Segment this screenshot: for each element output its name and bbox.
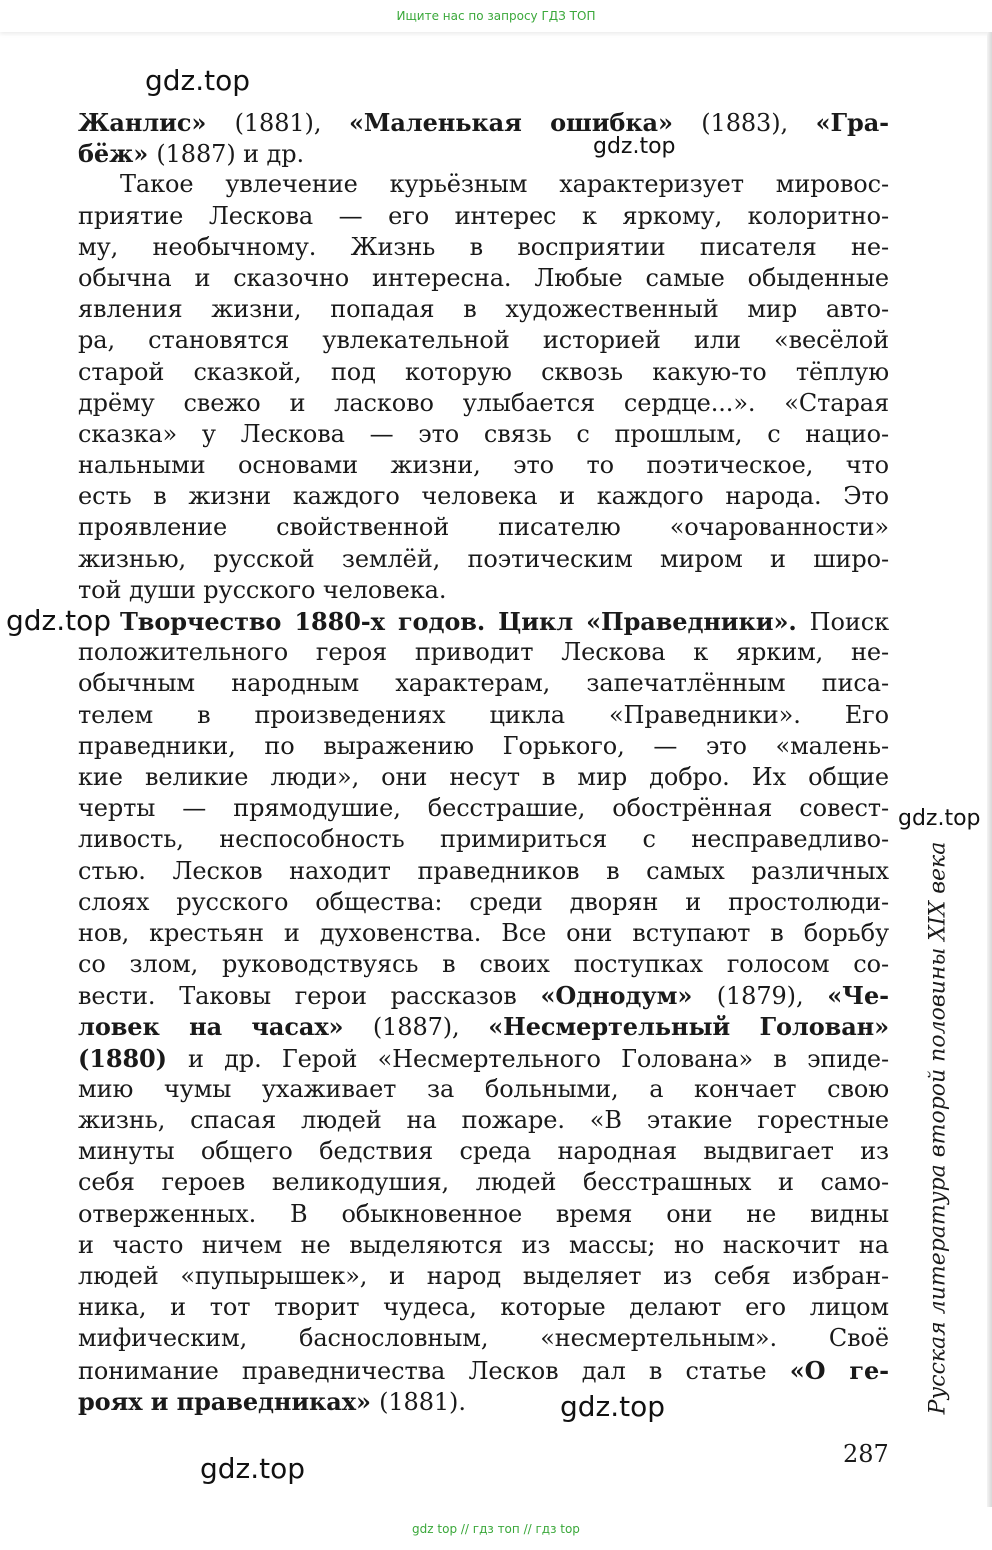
text-line xyxy=(78,512,889,543)
text-run: и часто ничем не выделяются из массы; но наскочит на xyxy=(78,1230,889,1259)
text-line xyxy=(78,138,889,169)
text-run: есть в жизни каждого человека и каждого народа. Это xyxy=(78,482,889,511)
text-run: жизнью, русской землёй, поэтическим миром и широ- xyxy=(78,544,889,573)
text-run: людей «пупырышек», и народ выделяет из себя избран- xyxy=(78,1261,889,1290)
text-run: ра, становятся увлекательной историей или «весёлой xyxy=(78,326,889,355)
text-run: старой сказкой, под которую сквозь какую-то тёплую xyxy=(78,357,889,386)
text-run: Такое увлечение курьёзным характеризует мировос- xyxy=(120,170,889,199)
text-line xyxy=(78,731,889,762)
text-line xyxy=(78,263,889,294)
text-line xyxy=(78,1074,889,1105)
text-line xyxy=(78,388,889,419)
bold-text: «О ге- xyxy=(789,1355,889,1385)
text-line xyxy=(78,1292,889,1323)
footer-links[interactable]: gdz top // гдз топ // гдз top xyxy=(412,1522,580,1536)
text-line xyxy=(78,357,889,388)
text-line xyxy=(78,887,889,918)
watermark: gdz.top xyxy=(560,1390,666,1423)
text-line xyxy=(78,294,889,325)
text-line xyxy=(78,1199,889,1230)
watermark: gdz.top xyxy=(200,1452,306,1485)
text-run: той души русского человека. xyxy=(78,575,447,604)
text-line xyxy=(78,325,889,356)
bold-text: роях и праведниках» xyxy=(78,1386,380,1416)
text-run: отверженных. В обыкновенное время они не видны xyxy=(78,1199,889,1228)
text-run: (1883), xyxy=(701,109,816,137)
text-run: му, необычному. Жизнь в восприятии писателя не- xyxy=(78,232,889,261)
page-edge xyxy=(987,32,992,1507)
watermark: gdz.top xyxy=(898,806,981,831)
text-run: праведники, по выражению Горького, — это «малень- xyxy=(78,731,889,760)
text-run: сказка» у Лескова — это связь с прошлым, с нацио- xyxy=(78,419,889,448)
text-run: (1887) и др. xyxy=(156,140,305,169)
watermark: gdz.top xyxy=(593,134,676,159)
text-line xyxy=(78,918,889,949)
text-line xyxy=(78,1136,889,1167)
text-run: телем в произведениях цикла «Праведники». Его xyxy=(78,700,889,729)
text-run: жизнь, спасая людей на пожаре. «В этакие горестные xyxy=(78,1106,889,1134)
text-run: кие великие люди», они несут в мир добро. Их общие xyxy=(78,762,889,791)
text-line xyxy=(78,1043,889,1074)
bold-text: «Маленькая ошибка» xyxy=(348,108,702,137)
text-run: положительного героя приводит Лескова к ярким, не- xyxy=(78,638,889,667)
bold-text: Жанлис» xyxy=(78,108,235,137)
bold-text: «Несмертельный Голован» xyxy=(488,1012,890,1042)
text-run: мию чумы ухаживает за больными, а кончает свою xyxy=(78,1074,889,1103)
text-line xyxy=(78,793,889,824)
text-line xyxy=(78,762,889,793)
text-run: приятие Лескова — его интерес к яркому, колоритно- xyxy=(78,201,889,230)
text-line xyxy=(78,201,889,232)
text-run: обычна и сказочно интересна. Любые самые обыденные xyxy=(78,263,889,292)
text-run: (1879), xyxy=(716,982,828,1011)
text-line xyxy=(78,1105,889,1136)
bold-text: бёж» xyxy=(78,139,157,169)
watermark: gdz.top xyxy=(145,64,251,97)
bold-text: Творчество 1880-х годов. Цикл «Праведники». xyxy=(120,607,810,636)
body-text xyxy=(78,107,889,1417)
text-run: ника, и тот творит чудеса, которые делают его лицом xyxy=(78,1293,889,1322)
text-run: (1881). xyxy=(379,1387,466,1416)
page-number: 287 xyxy=(843,1440,889,1468)
text-run: мифическим, баснословным, «несмертельным». Своё xyxy=(78,1324,889,1353)
text-line xyxy=(78,1386,889,1417)
text-run: нальными основами жизни, это то поэтическое, что xyxy=(78,451,889,480)
bold-text: (1880) xyxy=(78,1043,188,1073)
text-line xyxy=(78,107,889,138)
text-line xyxy=(78,606,889,637)
bold-text: ловек на часах» xyxy=(78,1012,373,1042)
text-run: черты — прямодушие, бесстрашие, обострённая совест- xyxy=(78,794,889,823)
text-run: (1887), xyxy=(372,1013,489,1042)
text-line xyxy=(78,1323,889,1354)
bold-text: «Че- xyxy=(827,981,889,1011)
text-line xyxy=(78,419,889,450)
text-line xyxy=(78,1167,889,1198)
text-line xyxy=(78,637,889,668)
text-run: Поиск xyxy=(809,608,889,636)
text-run: вести. Таковы герои рассказов xyxy=(78,982,541,1011)
bold-text: «Гра- xyxy=(815,108,890,137)
text-line xyxy=(78,1230,889,1261)
text-line xyxy=(78,575,889,606)
text-line xyxy=(78,232,889,263)
text-line xyxy=(78,700,889,731)
text-line xyxy=(78,169,889,200)
top-banner[interactable]: Ищите нас по запросу ГДЗ ТОП xyxy=(0,0,992,32)
text-line xyxy=(78,544,889,575)
text-run: (1881), xyxy=(234,109,349,137)
text-run: ливость, неспособность примириться с несправедливо- xyxy=(78,825,889,854)
text-run: слоях русского общества: среди дворян и простолюди- xyxy=(78,887,889,916)
text-line xyxy=(78,1355,889,1386)
text-line xyxy=(78,450,889,481)
text-run: проявление свойственной писателю «очарованности» xyxy=(78,513,889,542)
text-line xyxy=(78,668,889,699)
text-run: минуты общего бедствия среда народная выдвигает из xyxy=(78,1137,889,1166)
text-run: обычным народным характерам, запечатлённым писа- xyxy=(78,669,889,698)
text-line xyxy=(78,1261,889,1292)
text-run: дрёму свежо и ласково улыбается сердце...». «Старая xyxy=(78,388,889,417)
watermark: gdz.top xyxy=(6,604,112,637)
bold-text: «Однодум» xyxy=(540,981,717,1011)
text-line xyxy=(78,824,889,855)
text-run: нов, крестьян и духовенства. Все они вступают в борьбу xyxy=(78,918,889,947)
text-run: и др. Герой «Несмертельного Голована» в эпиде- xyxy=(187,1044,889,1073)
text-run: стью. Лесков находит праведников в самых различных xyxy=(78,856,889,885)
text-run: себя героев великодушия, людей бесстрашных и само- xyxy=(78,1168,889,1197)
text-run: со злом, руководствуясь в своих поступках голосом со- xyxy=(78,950,889,979)
text-line xyxy=(78,481,889,512)
text-line xyxy=(78,980,889,1011)
text-line xyxy=(78,949,889,980)
text-line xyxy=(78,856,889,887)
text-line xyxy=(78,1011,889,1042)
text-run: понимание праведничества Лесков дал в статье xyxy=(78,1356,790,1385)
running-title: Русская литература второй половины XIX века xyxy=(925,841,951,1415)
text-run: явления жизни, попадая в художественный мир авто- xyxy=(78,295,889,324)
